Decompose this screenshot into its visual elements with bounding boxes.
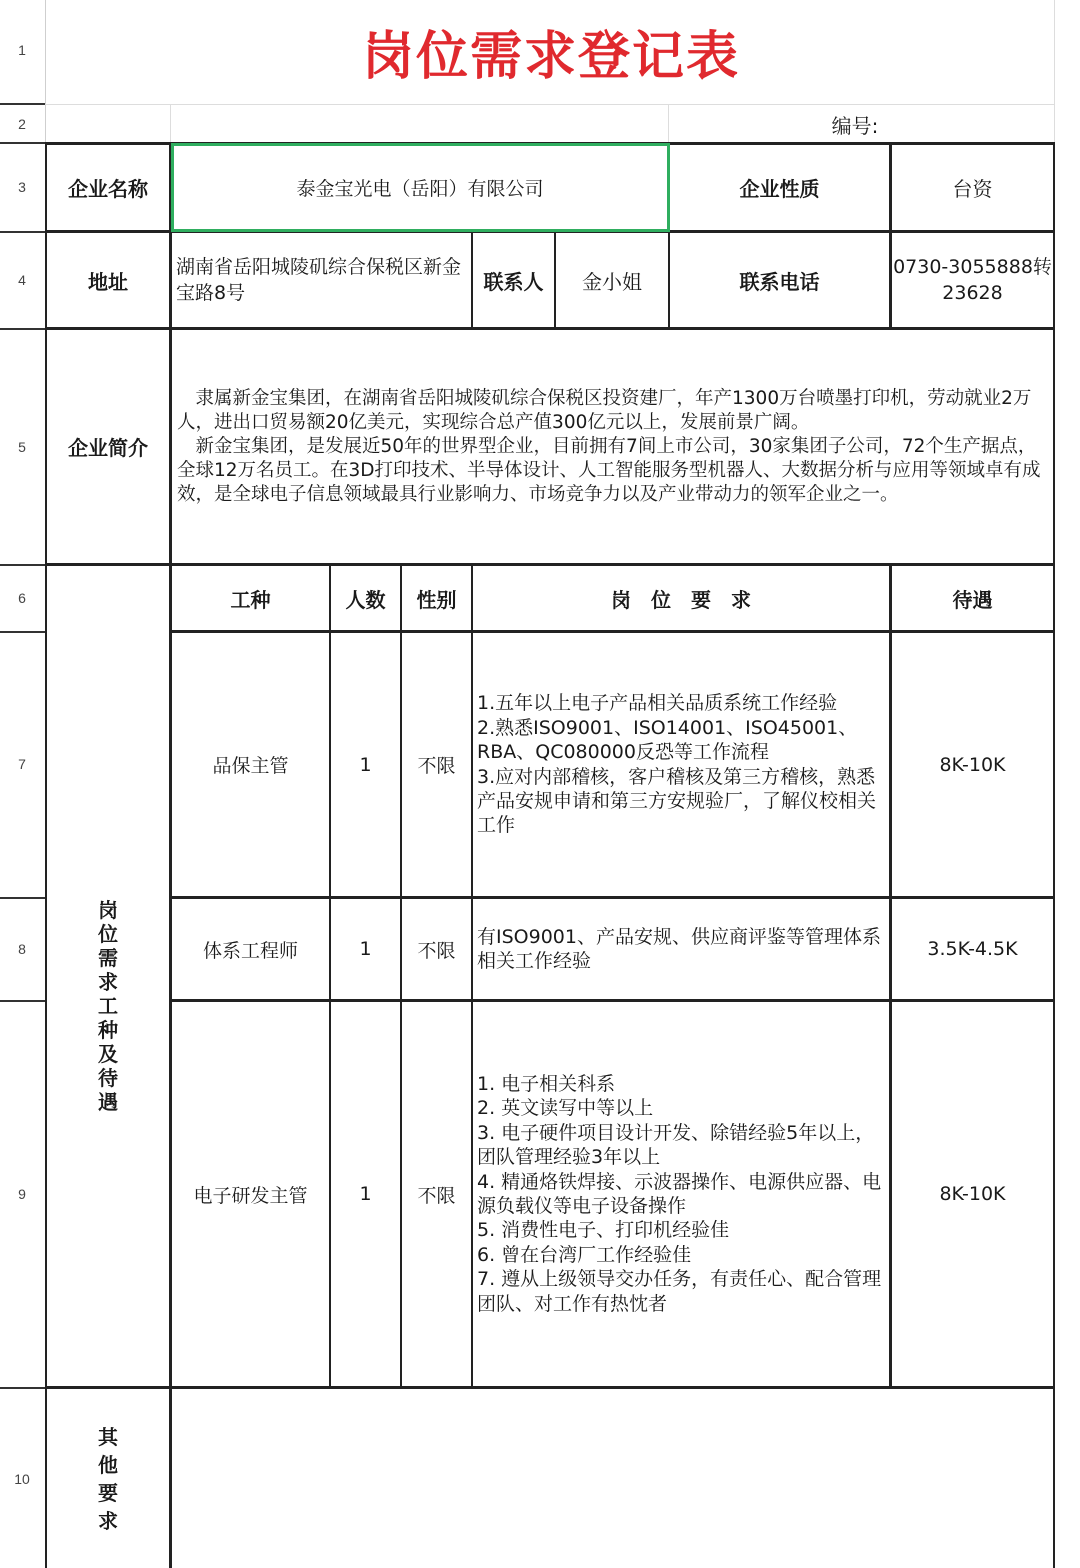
address-cell[interactable]: 湖南省岳阳城陵矶综合保税区新金宝路8号 (176, 256, 462, 304)
job-gender-cell[interactable]: 不限 (417, 939, 456, 962)
job-count-cell[interactable]: 1 (359, 753, 372, 776)
row-separator (0, 897, 45, 899)
header-salary[interactable]: 待遇 (952, 587, 993, 612)
phone-label[interactable]: 联系电话 (739, 269, 820, 294)
job-type-cell[interactable]: 电子研发主管 (193, 1184, 308, 1207)
grid-line (668, 104, 669, 143)
row-separator (0, 564, 45, 566)
page-title: 岗位需求登记表 (361, 27, 740, 87)
contact-cell[interactable]: 金小姐 (582, 269, 642, 294)
label-char: 工 (98, 994, 118, 1018)
row-separator (0, 631, 45, 633)
row-number[interactable]: 7 (18, 756, 26, 772)
label-char: 及 (98, 1042, 118, 1066)
company-nature-cell[interactable]: 台资 (952, 177, 993, 201)
label-char: 待 (98, 1066, 118, 1090)
job-salary-cell[interactable]: 8K-10K (939, 753, 1006, 776)
label-char: 岗 (98, 898, 118, 922)
grid-line (45, 104, 1055, 105)
phone-cell[interactable]: 0730-3055888转 23628 (893, 256, 1052, 304)
row-number[interactable]: 5 (18, 439, 26, 455)
row-number[interactable]: 1 (18, 42, 26, 58)
address-label[interactable]: 地址 (88, 269, 128, 294)
serial-number-label[interactable]: 编号: (831, 113, 879, 138)
header-requirements[interactable]: 岗 位 要 求 (611, 587, 751, 612)
intro-label[interactable]: 企业简介 (68, 436, 148, 460)
job-requirements-cell[interactable]: 1. 电子相关科系 2. 英文读写中等以上 3. 电子硬件项目设计开发、除错经验5年以上，团队管理经验3年以上 4. 精通烙铁焊接、示波器操作、电源供应器、电源负载仪等电子设备操作 5. 消费性电子、打印机经验佳 6. 曾在台湾厂工作经验佳 7. 遵从上级领导交办任务，有责任心、配合管理团队、对工作有热忱者 (477, 1072, 882, 1315)
job-count-cell[interactable]: 1 (359, 938, 372, 960)
label-char: 种 (98, 1018, 118, 1042)
company-nature-label[interactable]: 企业性质 (739, 177, 820, 201)
label-char: 求 (98, 970, 118, 994)
row-number[interactable]: 9 (18, 1186, 26, 1202)
job-salary-cell[interactable]: 8K-10K (939, 1183, 1006, 1205)
job-gender-cell[interactable]: 不限 (417, 1184, 456, 1207)
header-gender[interactable]: 性别 (416, 587, 457, 612)
label-char: 需 (98, 946, 118, 970)
row-number[interactable]: 8 (18, 941, 26, 957)
row-separator (0, 142, 45, 144)
row-number[interactable]: 2 (18, 116, 26, 132)
contact-label[interactable]: 联系人 (483, 269, 544, 294)
row-separator (0, 231, 45, 233)
row-number[interactable]: 6 (18, 590, 26, 606)
row-number[interactable]: 3 (18, 179, 26, 195)
header-job-type[interactable]: 工种 (230, 587, 271, 612)
job-requirements-cell[interactable]: 1.五年以上电子产品相关品质系统工作经验 2.熟悉ISO9001、ISO14001、ISO45001、RBA、QC080000反恐等工作流程 3.应对内部稽核，客户稽核及第三方稽核，熟悉产品安规申请和第三方安规验厂，了解仪校相关工作 (477, 692, 877, 837)
row-separator (0, 1387, 45, 1389)
label-char: 遇 (98, 1090, 118, 1114)
row-separator (0, 1000, 45, 1002)
job-type-cell[interactable]: 品保主管 (212, 755, 289, 777)
job-requirements-cell[interactable]: 有ISO9001、产品安规、供应商评鉴等管理体系相关工作经验 (477, 925, 881, 972)
header-count[interactable]: 人数 (345, 587, 386, 612)
label-char: 要 (98, 1480, 118, 1505)
label-char: 求 (98, 1508, 118, 1533)
label-char: 位 (98, 922, 118, 946)
job-type-cell[interactable]: 体系工程师 (202, 939, 298, 962)
job-gender-cell[interactable]: 不限 (417, 755, 456, 777)
company-name-cell[interactable]: 泰金宝光电（岳阳）有限公司 (296, 178, 544, 200)
row-number[interactable]: 4 (18, 272, 26, 288)
other-requirements-label[interactable] (47, 1389, 169, 1568)
row-separator (0, 328, 45, 330)
intro-cell[interactable]: 隶属新金宝集团，在湖南省岳阳城陵矶综合保税区投资建厂，年产1300万台喷墨打印机，劳动就业2万人，进出口贸易额20亿美元，实现综合总产值300亿元以上，发展前景广阔。 新金宝集团，是发展近50年的世界型企业，目前拥有7间上市公司，30家集团子公司，72个生产据点，全球12万名员工。在3D打印技术、半导体设计、人工智能服务型机器人、大数据分析与应用等领域卓有成效，是全球电子信息领域最具行业影响力、市场竞争力以及产业带动力的领军企业之一。 (177, 387, 1041, 505)
jobs-section-label[interactable] (47, 566, 169, 1386)
row-number[interactable]: 10 (14, 1471, 30, 1487)
table-border (1053, 142, 1055, 1568)
row-separator (0, 103, 45, 105)
row-header-column (0, 0, 46, 1568)
label-char: 他 (98, 1452, 118, 1477)
label-char: 其 (98, 1424, 118, 1449)
grid-line (170, 104, 171, 143)
other-requirements-cell[interactable] (172, 1389, 1053, 1568)
job-count-cell[interactable]: 1 (359, 1183, 372, 1205)
company-name-label[interactable]: 企业名称 (68, 177, 148, 201)
job-salary-cell[interactable]: 3.5K-4.5K (927, 938, 1018, 960)
